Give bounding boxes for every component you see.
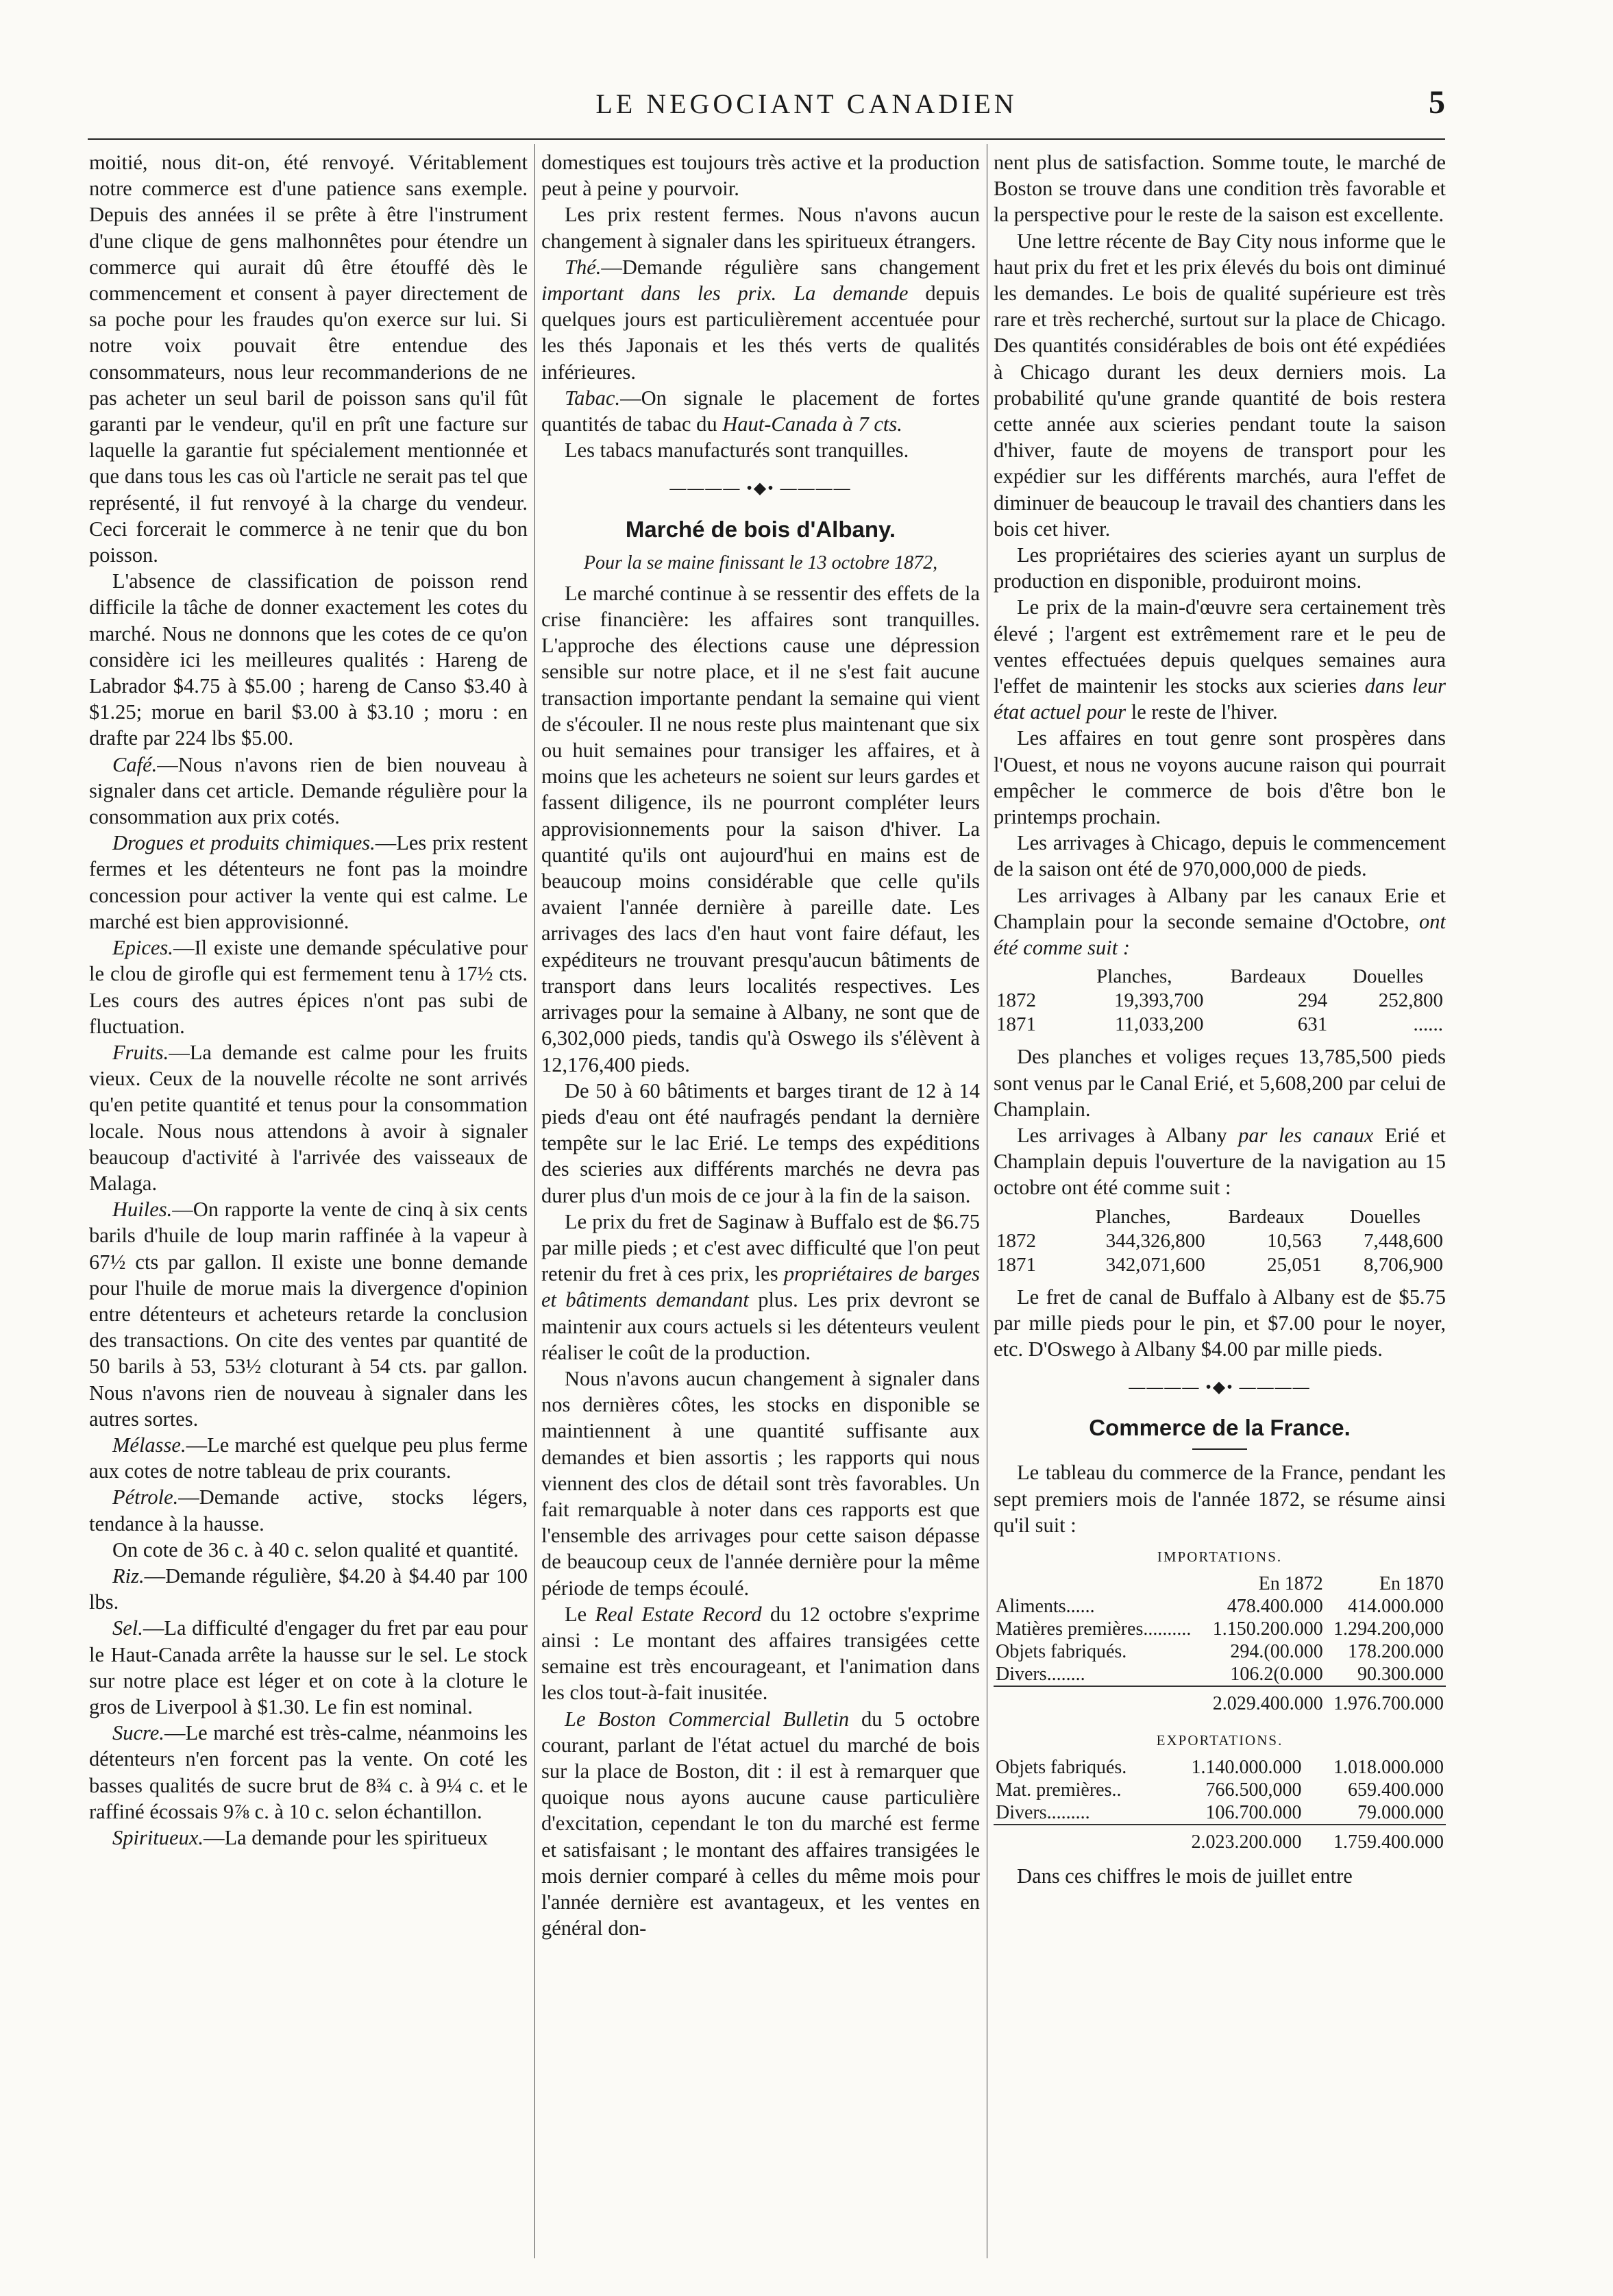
table-cell: 19,393,700: [1113, 989, 1204, 1012]
text-run: Le: [565, 1602, 595, 1626]
column-header: Douelles: [1349, 1205, 1420, 1228]
table-cell: 478.400.000: [1227, 1596, 1323, 1618]
arrivals-table-season: [994, 1205, 1446, 1277]
item-label: Spiritueux.: [112, 1826, 204, 1849]
paragraph: moitié, nous dit-on, été renvoyé. Véritablement notre commerce est d'une patience sans exemple. Depuis des années il se prête à être l'instrument d'une clique de gens malhonnêtes pour étendre un commerce qui aurait dû être étouffé dès le commencement et consent à payer directement de sa poche pour les fraudes qu'on exerce sur lui. Si notre voix pouvait être entendue des consommateurs, nous leur recommanderions de ne pas acheter un seul baril de poisson sans qu'il fût garanti par le vendeur, qu'il en prît une facture sur laquelle la garantie fut spécialement mentionnée et que dans tous les cas où l'article ne serait pas tel que représenté, il fut renvoyé à la charge du vendeur. Ceci forcerait le commerce à ne tenir que du bon poisson.: [89, 151, 528, 567]
paragraph: De 50 à 60 bâtiments et barges tirant de 12 à 14 pieds d'eau ont été naufragés pendant la dernière tempête sur le lac Erié. Le temps des expéditions des scieries aux différents marchés ne devra pas durer plus d'un mois de ce jour à la fin de la saison.: [541, 1078, 980, 1207]
table-header-row: [994, 1572, 1446, 1595]
column-header: En 1870: [1379, 1573, 1444, 1595]
item-text: —La difficulté d'engager du fret par eau pour le Haut-Canada arrête la hausse sur le sel. Le stock sur notre place est léger et on cote à la cloture le gros de Liverpool à $1.30. Le fin est nominal.: [89, 1616, 528, 1718]
table-cell: 414.000.000: [1348, 1596, 1444, 1618]
market-item-sucre: [89, 1720, 528, 1825]
paragraph: Les prix restent fermes. Nous n'avons aucun changement à signaler dans les spiritueux étrangers.: [541, 203, 980, 253]
item-label: Tabac.: [565, 386, 621, 410]
table-row: [994, 1229, 1446, 1253]
table-cell: 90.300.000: [1357, 1664, 1444, 1686]
item-text: —La demande est calme pour les fruits vieux. Ceux de la nouvelle récolte ne sont arrivés qu'en petite quantité et tenus pour la consommation locale. Nous nous attendons à avoir à signaler beaucoup d'activité à l'arrivée des vaisseaux de Malaga.: [89, 1040, 528, 1195]
table-cell: 766.500,000: [1205, 1779, 1302, 1801]
trade-table: [994, 1756, 1446, 1860]
market-item-cafe: [89, 752, 528, 830]
item-text: —Le marché est très-calme, néanmoins les détenteurs n'en forcent pas la vente. On coté les basses qualités de sucre brut de 8¾ c. à 9¼ c. et le raffiné écossais 9⅞ c. à 10 c. selon échantillon.: [89, 1721, 528, 1823]
text-run: Le prix du fret de Saginaw à Buffalo est de $6.75 par mille pieds ; et c'est avec difficulté que l'on peut retenir du fret à ces prix, les: [541, 1209, 980, 1286]
item-text: depuis quelques jours est particulièrement accentuée pour les thés Japonais et les thés verts de qualités inférieures.: [541, 282, 980, 384]
item-text: —On signale le placement de fortes quantités de tabac du: [541, 386, 980, 436]
item-text: —La demande pour les spiritueux: [204, 1826, 489, 1849]
table-cell: 79.000.000: [1357, 1802, 1444, 1824]
text-run: Les arrivages à Albany: [1017, 1123, 1239, 1147]
paragraph: Dans ces chiffres le mois de juillet entre: [1017, 1864, 1353, 1888]
arrivals-table-week: [994, 965, 1446, 1037]
table-header-row: [994, 965, 1446, 989]
paragraph: Des planches et voliges reçues 13,785,500 pieds sont venus par le Canal Erié, et 5,608,200 par celui de Champlain.: [994, 1045, 1446, 1121]
column-right: [994, 149, 1446, 2255]
text-run: le reste de l'hiver.: [1126, 700, 1278, 724]
market-item-spiritueux: [89, 1825, 528, 1851]
section-heading: Marché de bois d'Albany.: [625, 516, 896, 542]
item-text: —Le marché est quelque peu plus ferme aux cotes de notre tableau de prix courants.: [89, 1433, 528, 1483]
paragraph: domestiques est toujours très active et la production peut à peine y pourvoir.: [541, 151, 980, 201]
column-header: En 1872: [1258, 1573, 1323, 1595]
item-text: —Demande régulière, $4.20 à $4.40 par 100 lbs.: [89, 1564, 528, 1614]
table-row: [994, 1801, 1446, 1825]
column-middle: [541, 149, 980, 2255]
paragraph: On cote de 36 c. à 40 c. selon qualité et quantité.: [112, 1538, 519, 1561]
page-number: 5: [1429, 84, 1445, 121]
item-label: Mélasse.: [112, 1433, 186, 1457]
item-label: Huiles.: [112, 1198, 173, 1222]
trade-table: [994, 1572, 1446, 1722]
item-text: —Demande active, stocks légers, tendance à la hausse.: [89, 1485, 528, 1535]
item-label: Thé.: [565, 255, 602, 279]
item-label: Riz.: [112, 1564, 145, 1588]
text-run-italic: propriétaires de barges et bâtiments demandant: [541, 1262, 980, 1312]
paragraph: Le tableau du commerce de la France, pendant les sept premiers mois de l'année 1872, se résume ainsi qu'il suit :: [994, 1461, 1446, 1537]
paragraph: Les propriétaires des scieries ayant un surplus de production en disponible, produiront moins.: [994, 543, 1446, 593]
masthead-title: LE NEGOCIANT CANADIEN: [595, 88, 1018, 119]
market-item-petrole: [89, 1484, 528, 1536]
table-row: [994, 1595, 1446, 1618]
total-cell: 1.976.700.000: [1325, 1686, 1446, 1722]
table-cell: 1.150.200.000: [1212, 1618, 1323, 1640]
item-text-italic: important dans les prix. La demande: [541, 282, 909, 306]
total-cell: 2.023.200.000: [1161, 1825, 1303, 1860]
table-cell: 659.400.000: [1348, 1779, 1444, 1801]
table-cell: 631: [1297, 1013, 1328, 1036]
table-cell: 252,800: [1378, 989, 1443, 1012]
text-run: du 12 octobre s'exprime ainsi : Le montant des affaires transigées cette semaine est très encourageant, et l'animation dans les clos tout-à-fait inusitée.: [541, 1602, 980, 1705]
row-label: Mat. premières..: [996, 1779, 1122, 1801]
table-row: [994, 1663, 1446, 1686]
year-cell: 1871: [996, 1013, 1036, 1036]
column-divider: [534, 144, 535, 2258]
total-cell: 2.029.400.000: [1204, 1686, 1325, 1722]
column-header: Planches,: [1095, 1205, 1171, 1228]
section-ornament: ———— •◆• ————: [1129, 1379, 1311, 1397]
item-label: Sucre.: [112, 1721, 164, 1745]
table-cell: 11,033,200: [1115, 1013, 1204, 1036]
item-label: Café.: [112, 752, 158, 776]
paragraph: [541, 1601, 980, 1706]
table-cell: 10,563: [1267, 1229, 1322, 1252]
column-header: Bardeaux: [1228, 1205, 1305, 1228]
table-row: [994, 1618, 1446, 1640]
page-header: [0, 0, 1613, 140]
item-text: —Demande régulière sans changement: [601, 255, 980, 279]
item-text: —Il existe une demande spéculative pour le clou de girofle qui est fermement tenu à 17½ cts. Les cours des autres épices n'ont pas subi de fluctuation.: [89, 936, 528, 1038]
table-header-row: [994, 1205, 1446, 1229]
market-item-the: [541, 254, 980, 385]
row-label: Divers........: [996, 1664, 1085, 1686]
item-text: —On rapporte la vente de cinq à six cents barils d'huile de loup marin raffinée à la vapeur à 67½ cts par gallon. Il existe une bonne demande pour l'huile de morue mais la divergence d'opinion entre détenteurs et acheteurs retarde la conclusion des transactions. On cite des ventes par quantité de 50 barils à 53, 53½ cloturant à 54 cts. par gallon. Nous n'avons rien de nouveau à signaler dans les autres sortes.: [89, 1198, 528, 1431]
text-run: plus. Les prix devront se maintenir aux cours actuels si les détenteurs veulent réaliser le coût de la production.: [541, 1288, 980, 1364]
table-cell: 1.140.000.000: [1191, 1757, 1302, 1779]
paragraph: Nous n'avons aucun changement à signaler dans nos dernières côtes, les stocks en disponible se maintiennent à une quantité suffisante aux demandes et bien assortis ; les rapports qui nous viennent des clos de détail sont très favorables. Un fait remarquable à noter dans ces rapports est que l'ensemble des arrivages pour cette saison dépasse de beaucoup ceux de l'année dernière pour la même période de temps écoulé.: [541, 1366, 980, 1600]
paragraph: Le marché continue à se ressentir des effets de la crise financière: les affaires sont tranquilles. L'approche des élections cause une dépression sensible sur notre place, et il ne s'est fait aucune transaction importante pendant la semaine qui vient de s'écouler. Il ne nous reste plus maintenant que six ou huit semaines pour transiger les affaires, et à moins que les acheteurs ne soient sur leurs gardes et fassent diligence, ils ne pourront compléter leurs approvisionnements pour la saison d'hiver. La quantité qu'ils ont aujourd'hui en mains est de beaucoup moins considérable que celle qu'ils avaient l'année dernière à pareille date. Les arrivages des lacs d'en haut vont faire défaut, les expéditeurs ne trouvant presqu'aucun bâtiments de transport dans leurs localités respectives. Les arrivages pour la semaine à Albany, ne sont que de 6,302,000 pieds, tandis qu'à Oswego ils s'élèvent à 12,176,400 pieds.: [541, 581, 980, 1076]
row-label: Aliments......: [996, 1596, 1095, 1618]
column-header: Planches,: [1096, 965, 1172, 988]
table-row: [994, 1253, 1446, 1277]
table-row: [994, 1779, 1446, 1801]
table-total-row: [994, 1686, 1446, 1722]
text-run-italic: ont été comme suit :: [994, 909, 1446, 960]
column-header: Douelles: [1353, 965, 1424, 988]
column-left: [89, 149, 528, 2255]
row-label: Objets fabriqués.: [996, 1757, 1127, 1779]
table-cell: 25,051: [1267, 1253, 1322, 1276]
paragraph: nent plus de satisfaction. Somme toute, le marché de Boston se trouve dans une condition très favorable et la perspective pour le reste de la saison est excellente.: [994, 151, 1446, 227]
paragraph: [541, 1209, 980, 1366]
item-text: —Nous n'avons rien de bien nouveau à signaler dans cet article. Demande régulière pour la consommation aux prix cotés.: [89, 752, 528, 829]
paragraph: [994, 1122, 1446, 1201]
table-row: [994, 1640, 1446, 1663]
paragraph: Les arrivages à Chicago, depuis le commencement de la saison ont été de 970,000,000 de pieds.: [994, 831, 1446, 881]
publication-title: Le Boston Commercial Bulletin: [565, 1707, 850, 1731]
row-label: Divers.........: [996, 1802, 1090, 1824]
exports-label: EXPORTATIONS.: [1156, 1732, 1283, 1749]
market-item-huiles: [89, 1196, 528, 1432]
total-cell: 1.759.400.000: [1304, 1825, 1446, 1860]
table-cell: ......: [1413, 1013, 1443, 1036]
table-cell: 294.(00.000: [1230, 1641, 1323, 1663]
text-run: Erié et Champlain depuis l'ouverture de la navigation au 15 octobre ont été comme suit :: [994, 1123, 1446, 1200]
market-item-melasse: [89, 1432, 528, 1484]
market-item-epices: [89, 935, 528, 1039]
table-cell: 1.018.000.000: [1333, 1757, 1444, 1779]
section-ornament: ———— •◆• ————: [669, 480, 852, 498]
item-label: Drogues et produits chimiques.: [112, 831, 375, 855]
text-run: du 5 octobre courant, parlant de l'état actuel du marché de bois sur la place de Boston, dit : il est à remarquer que quoique nous ayons aucune cause particulière d'excitation, cependant le ton du marché est ferme et satisfaisant ; le montant des affaires transigées le mois dernier comparé à celles du même mois pour l'année dernière est avantageux, et les ventes en général don-: [541, 1707, 980, 1940]
row-label: Objets fabriqués.: [996, 1641, 1127, 1663]
market-item-fruits: [89, 1039, 528, 1196]
item-label: Pétrole.: [112, 1485, 179, 1509]
market-item-drogues: [89, 830, 528, 935]
table-cell: 344,326,800: [1105, 1229, 1205, 1252]
section-heading: Commerce de la France.: [1089, 1415, 1351, 1441]
paragraph: [994, 594, 1446, 725]
table-row: [994, 1756, 1446, 1779]
text-run-italic: dans leur état actuel pour: [994, 674, 1446, 724]
text-run-italic: par les canaux: [1238, 1123, 1374, 1147]
row-label: Matières premières..........: [996, 1618, 1192, 1640]
paragraph: Les affaires en tout genre sont prospères dans l'Ouest, et nous ne voyons aucune raison qui pourrait empêcher le commerce de bois d'être bon le printemps prochain.: [994, 726, 1446, 829]
table-cell: 106.700.000: [1205, 1802, 1302, 1824]
header-rule: [88, 138, 1445, 140]
column-header: Bardeaux: [1230, 965, 1307, 988]
table-row: [994, 1013, 1446, 1037]
table-cell: 1.294.200,000: [1333, 1618, 1444, 1640]
table-cell: 8,706,900: [1364, 1253, 1443, 1276]
paragraph: L'absence de classification de poisson rend difficile la tâche de donner exactement les cotes du marché. Nous ne donnons que les cotes de ce qu'on considère ici les meilleures qualités : Hareng de Labrador $4.75 à $5.00 ; hareng de Canso $3.40 à $1.25; morue en baril $3.00 à $3.10 ; moru : en drafte par 224 lbs $5.00.: [89, 569, 528, 750]
item-label: Sel.: [112, 1616, 143, 1640]
text-run: Le prix de la main-d'œuvre sera certainement très élevé ; l'argent est extrêmement rare et le peu de ventes effectuées depuis quelques semaines aura l'effet de maintenir les stocks aux scieries: [994, 595, 1446, 698]
year-cell: 1872: [996, 1229, 1036, 1252]
paragraph: Les tabacs manufacturés sont tranquilles.: [565, 439, 909, 462]
text-run: Les arrivages à Albany par les canaux Erie et Champlain pour la seconde semaine d'Octobre,: [994, 883, 1446, 933]
item-label: Fruits.: [112, 1040, 169, 1064]
heading-rule: [1192, 1448, 1247, 1450]
table-row: [994, 989, 1446, 1013]
item-text-italic: Haut-Canada à 7 cts.: [722, 412, 902, 436]
market-item-sel: [89, 1615, 528, 1720]
paragraph: Le fret de canal de Buffalo à Albany est de $5.75 par mille pieds pour le pin, et $7.00 pour le noyer, etc. D'Oswego à Albany $4.00 par mille pieds.: [994, 1285, 1446, 1361]
table-cell: 342,071,600: [1105, 1253, 1205, 1276]
table-cell: 178.200.000: [1348, 1641, 1444, 1663]
publication-title: Real Estate Record: [595, 1602, 762, 1626]
paragraph: [541, 1706, 980, 1942]
paragraph: [994, 882, 1446, 961]
section-dateline: Pour la se maine finissant le 13 octobre 1872,: [583, 552, 938, 573]
table-total-row: [994, 1825, 1446, 1860]
paragraph: Une lettre récente de Bay City nous informe que le haut prix du fret et les prix élevés du bois ont diminué les demandes. Le bois de qualité supérieure est très rare et très recherché, surtout sur la place de Chicago. Des quantités considérables de bois ont été expédiées à Chicago durant les deux derniers mois. La probabilité qu'une grande quantité de bois restera cette année aux scieries pendant toute la saison d'hiver, faute de moyens de transport pour les expédier sur les différents marchés, aura l'effet de diminuer de beaucoup le travail des chantiers dans les bois cet hiver.: [994, 229, 1446, 541]
market-item-riz: [89, 1563, 528, 1615]
table-cell: 7,448,600: [1364, 1229, 1443, 1252]
table-cell: 294: [1297, 989, 1328, 1012]
year-cell: 1871: [996, 1253, 1036, 1276]
market-item-tabac: [541, 385, 980, 437]
item-label: Epices.: [112, 936, 173, 960]
table-cell: 106.2(0.000: [1230, 1664, 1323, 1686]
imports-label: IMPORTATIONS.: [1157, 1548, 1283, 1565]
year-cell: 1872: [996, 989, 1036, 1012]
item-text: —Les prix restent fermes et les détenteurs ne font pas la moindre concession pour activer la vente qui est calme. Le marché est bien approvisionné.: [89, 831, 528, 933]
